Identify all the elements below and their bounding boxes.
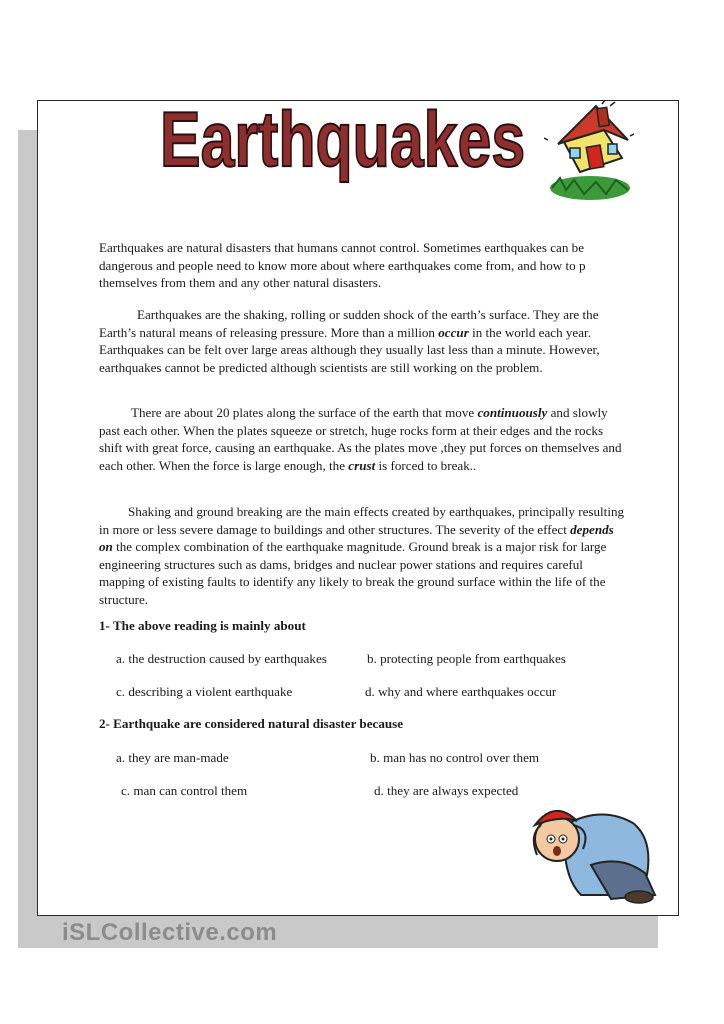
- question-1-option-b[interactable]: b. protecting people from earthquakes: [367, 651, 566, 666]
- question-2: 2- Earthquake are considered natural disaster because: [99, 716, 404, 731]
- intro-paragraph: Earthquakes are natural disasters that humans cannot control. Sometimes earthquakes can be dangerous and people need to know more about where earthquakes come from, and how to p themselves from them and any other natural disasters.: [99, 240, 586, 291]
- shaking-house-illustration: [544, 100, 634, 204]
- footer-watermark: iSLCollective.com: [62, 919, 278, 946]
- question-1: 1- The above reading is mainly about: [99, 618, 306, 633]
- question-1-option-a[interactable]: a. the destruction caused by earthquakes: [116, 651, 327, 666]
- question-2-option-b[interactable]: b. man has no control over them: [370, 750, 540, 765]
- question-1-option-c[interactable]: c. describing a violent earthquake: [116, 684, 293, 699]
- page-title: Earthquakes: [160, 95, 526, 183]
- frightened-man-illustration: [521, 795, 661, 905]
- question-2-option-c[interactable]: c. man can control them: [121, 783, 248, 798]
- paragraph-plates: There are about 20 plates along the surface of the earth that move continuously and slowly past each other. When the plates squeeze or stretch, huge rocks form at their edges and the rocks shift with great force, causing an earthquake. As the plates move ,they put forces on themselves and each other. When the force is large enough, the crust is forced to break..: [99, 405, 622, 473]
- question-2-option-d[interactable]: d. they are always expected: [374, 783, 519, 798]
- paragraph-effects: Shaking and ground breaking are the main effects created by earthquakes, principally resulting in more or less severe damage to buildings and other structures. The severity of the effect depends on the complex combination of the earthquake magnitude. Ground break is a major risk for large engineering structures such as dams, bridges and nuclear power stations and requires careful mapping of existing faults to identify any likely to break the ground surface within the life of the structure.: [99, 504, 625, 607]
- paragraph-shaking: Earthquakes are the shaking, rolling or sudden shock of the earth’s surface. They are the Earth’s natural means of releasing pressure. More than a million occur in the world each year. Earthquakes can be felt over large areas although they usually last less than a minute. However, earthquakes cannot be predicted although scientists are still working on the problem.: [99, 307, 600, 375]
- question-1-option-d[interactable]: d. why and where earthquakes occur: [365, 684, 557, 699]
- question-2-option-a[interactable]: a. they are man-made: [116, 750, 229, 765]
